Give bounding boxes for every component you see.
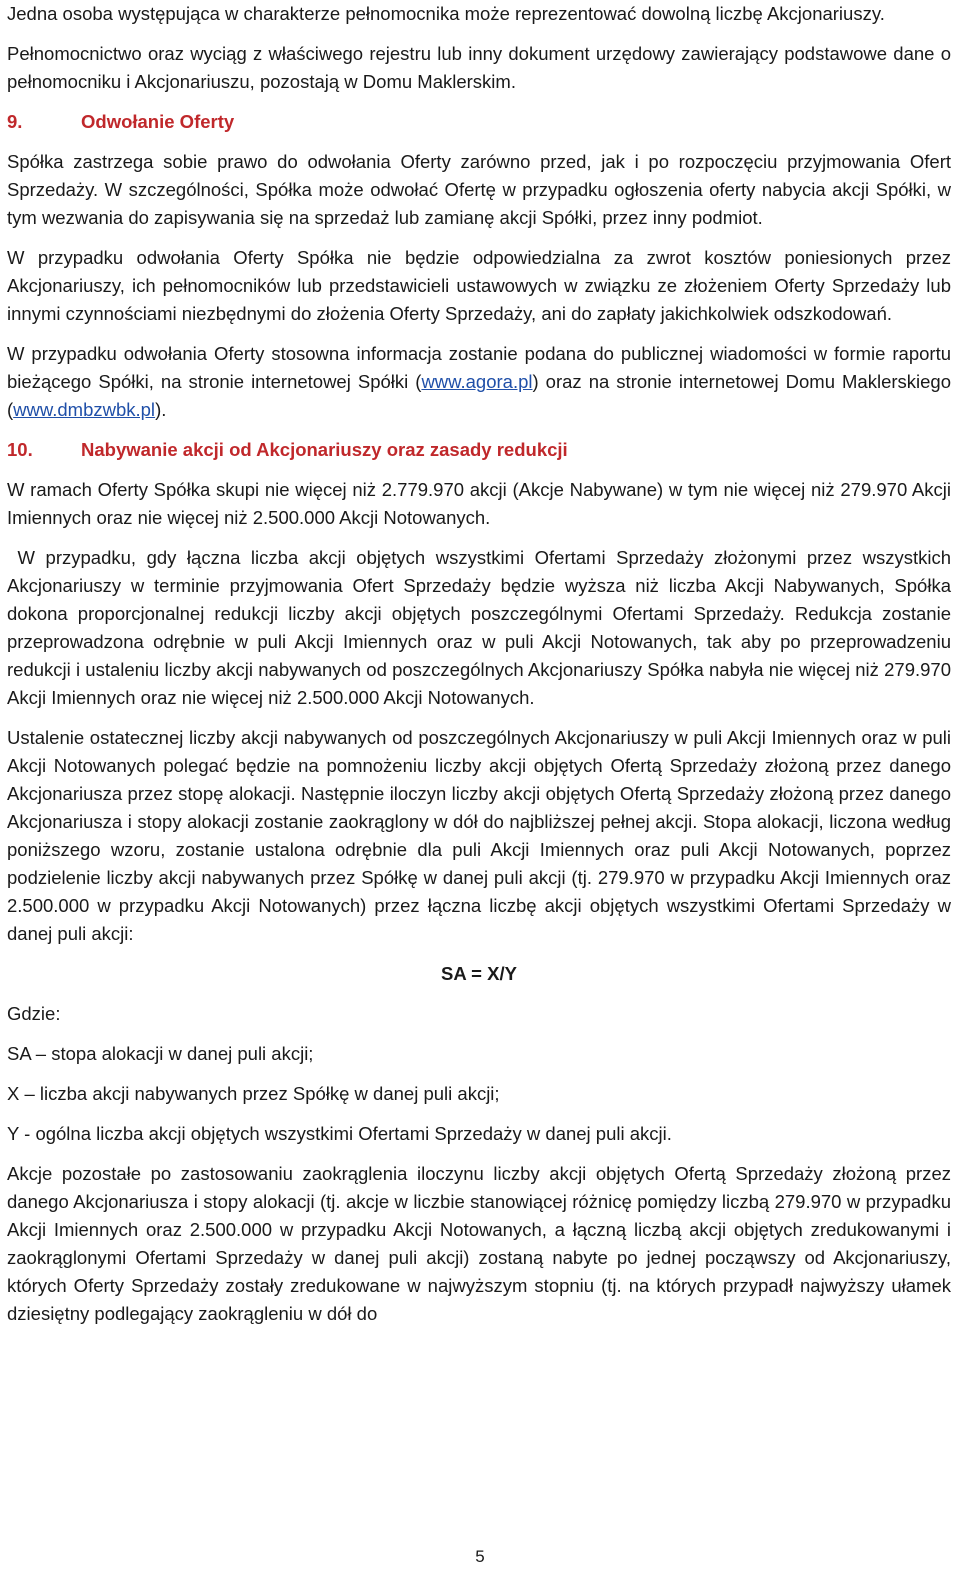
dmbzwbk-link[interactable]: www.dmbzwbk.pl [13,399,156,420]
page-number: 5 [475,1547,485,1566]
paragraph-intro-1: Jedna osoba występująca w charakterze pełnomocnika może reprezentować dowolną liczbę Akcjonariuszy. [7,3,885,24]
section-10-number: 10. [7,439,33,460]
paragraph-intro-2: Pełnomocnictwo oraz wyciąg z właściwego rejestru lub inny dokument urzędowy zawierający podstawowe dane o pełnomocniku i Akcjonariuszu, pozostają w Domu Maklerskim. [7,43,951,92]
section-9-paragraph-3-part-b: ) oraz na stronie internetowej Domu Maklerskiego ( [7,371,951,420]
section-9-paragraph-3-part-a: W przypadku odwołania Oferty stosowna informacja zostanie podana do publicznej wiadomości w formie raportu bieżącego Spółki, na stronie internetowej Spółki ( [7,343,951,392]
formula-where-label: Gdzie: [7,1003,61,1024]
definition-y: Y - ogólna liczba akcji objętych wszystkimi Ofertami Sprzedaży w danej puli akcji. [7,1123,672,1144]
section-10-title: Nabywanie akcji od Akcjonariuszy oraz zasady redukcji [81,439,568,460]
section-9-title: Odwołanie Oferty [81,111,235,132]
section-10-paragraph-1: W ramach Oferty Spółka skupi nie więcej niż 2.779.970 akcji (Akcje Nabywane) w tym nie więcej niż 279.970 Akcji Imiennych oraz nie więcej niż 2.500.000 Akcji Notowanych. [7,479,951,528]
definition-x: X – liczba akcji nabywanych przez Spółkę w danej puli akcji; [7,1083,500,1104]
allocation-formula: SA = X/Y [441,963,517,984]
agora-link[interactable]: www.agora.pl [421,371,533,392]
section-10-paragraph-3: Ustalenie ostatecznej liczby akcji nabywanych od poszczególnych Akcjonariuszy w puli Akcji Imiennych oraz w puli Akcji Notowanych polegać będzie na pomnożeniu liczby akcji objętych Ofertą Sprzedaży złożoną przez danego Akcjonariusza przez stopę alokacji. Następnie iloczyn liczby akcji objętych Ofertą Sprzedaży złożoną przez danego Akcjonariusza i stopy alokacji zostanie zaokrąglony w dół do najbliższej pełnej akcji. Stopa alokacji, liczona według poniższego wzoru, zostanie ustalona odrębnie dla puli Akcji Imiennych oraz puli Akcji Notowanych, poprzez podzielenie liczby akcji nabywanych przez Spółkę w danej puli akcji (tj. 279.970 w przypadku Akcji Imiennych oraz 2.500.000 w przypadku Akcji Notowanych) przez łączna liczbę akcji objętych wszystkimi Ofertami Sprzedaży w danej puli akcji: [7,727,951,944]
section-10-heading [7,436,951,464]
section-9-number: 9. [7,111,23,132]
section-10-paragraph-2: W przypadku, gdy łączna liczba akcji objętych wszystkimi Ofertami Sprzedaży złożonymi przez wszystkich Akcjonariuszy w terminie przyjmowania Ofert Sprzedaży będzie wyższa niż liczba Akcji Nabywanych, Spółka dokona proporcjonalnej redukcji liczby akcji objętych poszczególnymi Ofertami Sprzedaży. Redukcja zostanie przeprowadzona odrębnie w puli Akcji Imiennych oraz w puli Akcji Notowanych, tak aby po przeprowadzeniu redukcji i ustaleniu liczby akcji nabywanych od poszczególnych Akcjonariuszy Spółka nabyła nie więcej niż 279.970 Akcji Imiennych oraz nie więcej niż 2.500.000 Akcji Notowanych. [7,547,957,708]
section-10-paragraph-4: Akcje pozostałe po zastosowaniu zaokrąglenia iloczynu liczby akcji objętych Ofertą Sprzedaży złożoną przez danego Akcjonariusza i stopy alokacji (tj. akcje w liczbie stanowiącej różnicę pomiędzy liczbą 279.970 w przypadku Akcji Imiennych oraz 2.500.000 w przypadku Akcji Notowanych, a łączną liczbą akcji objętych zredukowanymi i zaokrąglonymi Ofertami Sprzedaży w danej puli akcji) zostaną nabyte po jednej począwszy od Akcjonariuszy, których Oferty Sprzedaży zostały zredukowane w najwyższym stopniu (tj. na których przypadł najwyższy ułamek dziesiętny podlegający zaokrągleniu w dół do [7,1163,951,1324]
section-9-paragraph-1: Spółka zastrzega sobie prawo do odwołania Oferty zarówno przed, jak i po rozpoczęciu przyjmowania Ofert Sprzedaży. W szczególności, Spółka może odwołać Ofertę w przypadku ogłoszenia oferty nabycia akcji Spółki, w tym wezwania do zapisywania się na sprzedaż lub zamianę akcji Spółki, przez inny podmiot. [7,151,951,228]
definition-sa: SA – stopa alokacji w danej puli akcji; [7,1043,314,1064]
section-9-paragraph-3 [7,340,951,424]
section-9-paragraph-3-part-c: ). [155,399,167,420]
document-page [7,0,957,1328]
section-9-heading [7,108,951,136]
section-9-paragraph-2: W przypadku odwołania Oferty Spółka nie będzie odpowiedzialna za zwrot kosztów poniesionych przez Akcjonariuszy, ich pełnomocników lub przedstawicieli ustawowych w związku ze złożeniem Oferty Sprzedaży lub innymi czynnościami niezbędnymi do złożenia Oferty Sprzedaży, ani do zapłaty jakichkolwiek odszkodowań. [7,247,951,324]
